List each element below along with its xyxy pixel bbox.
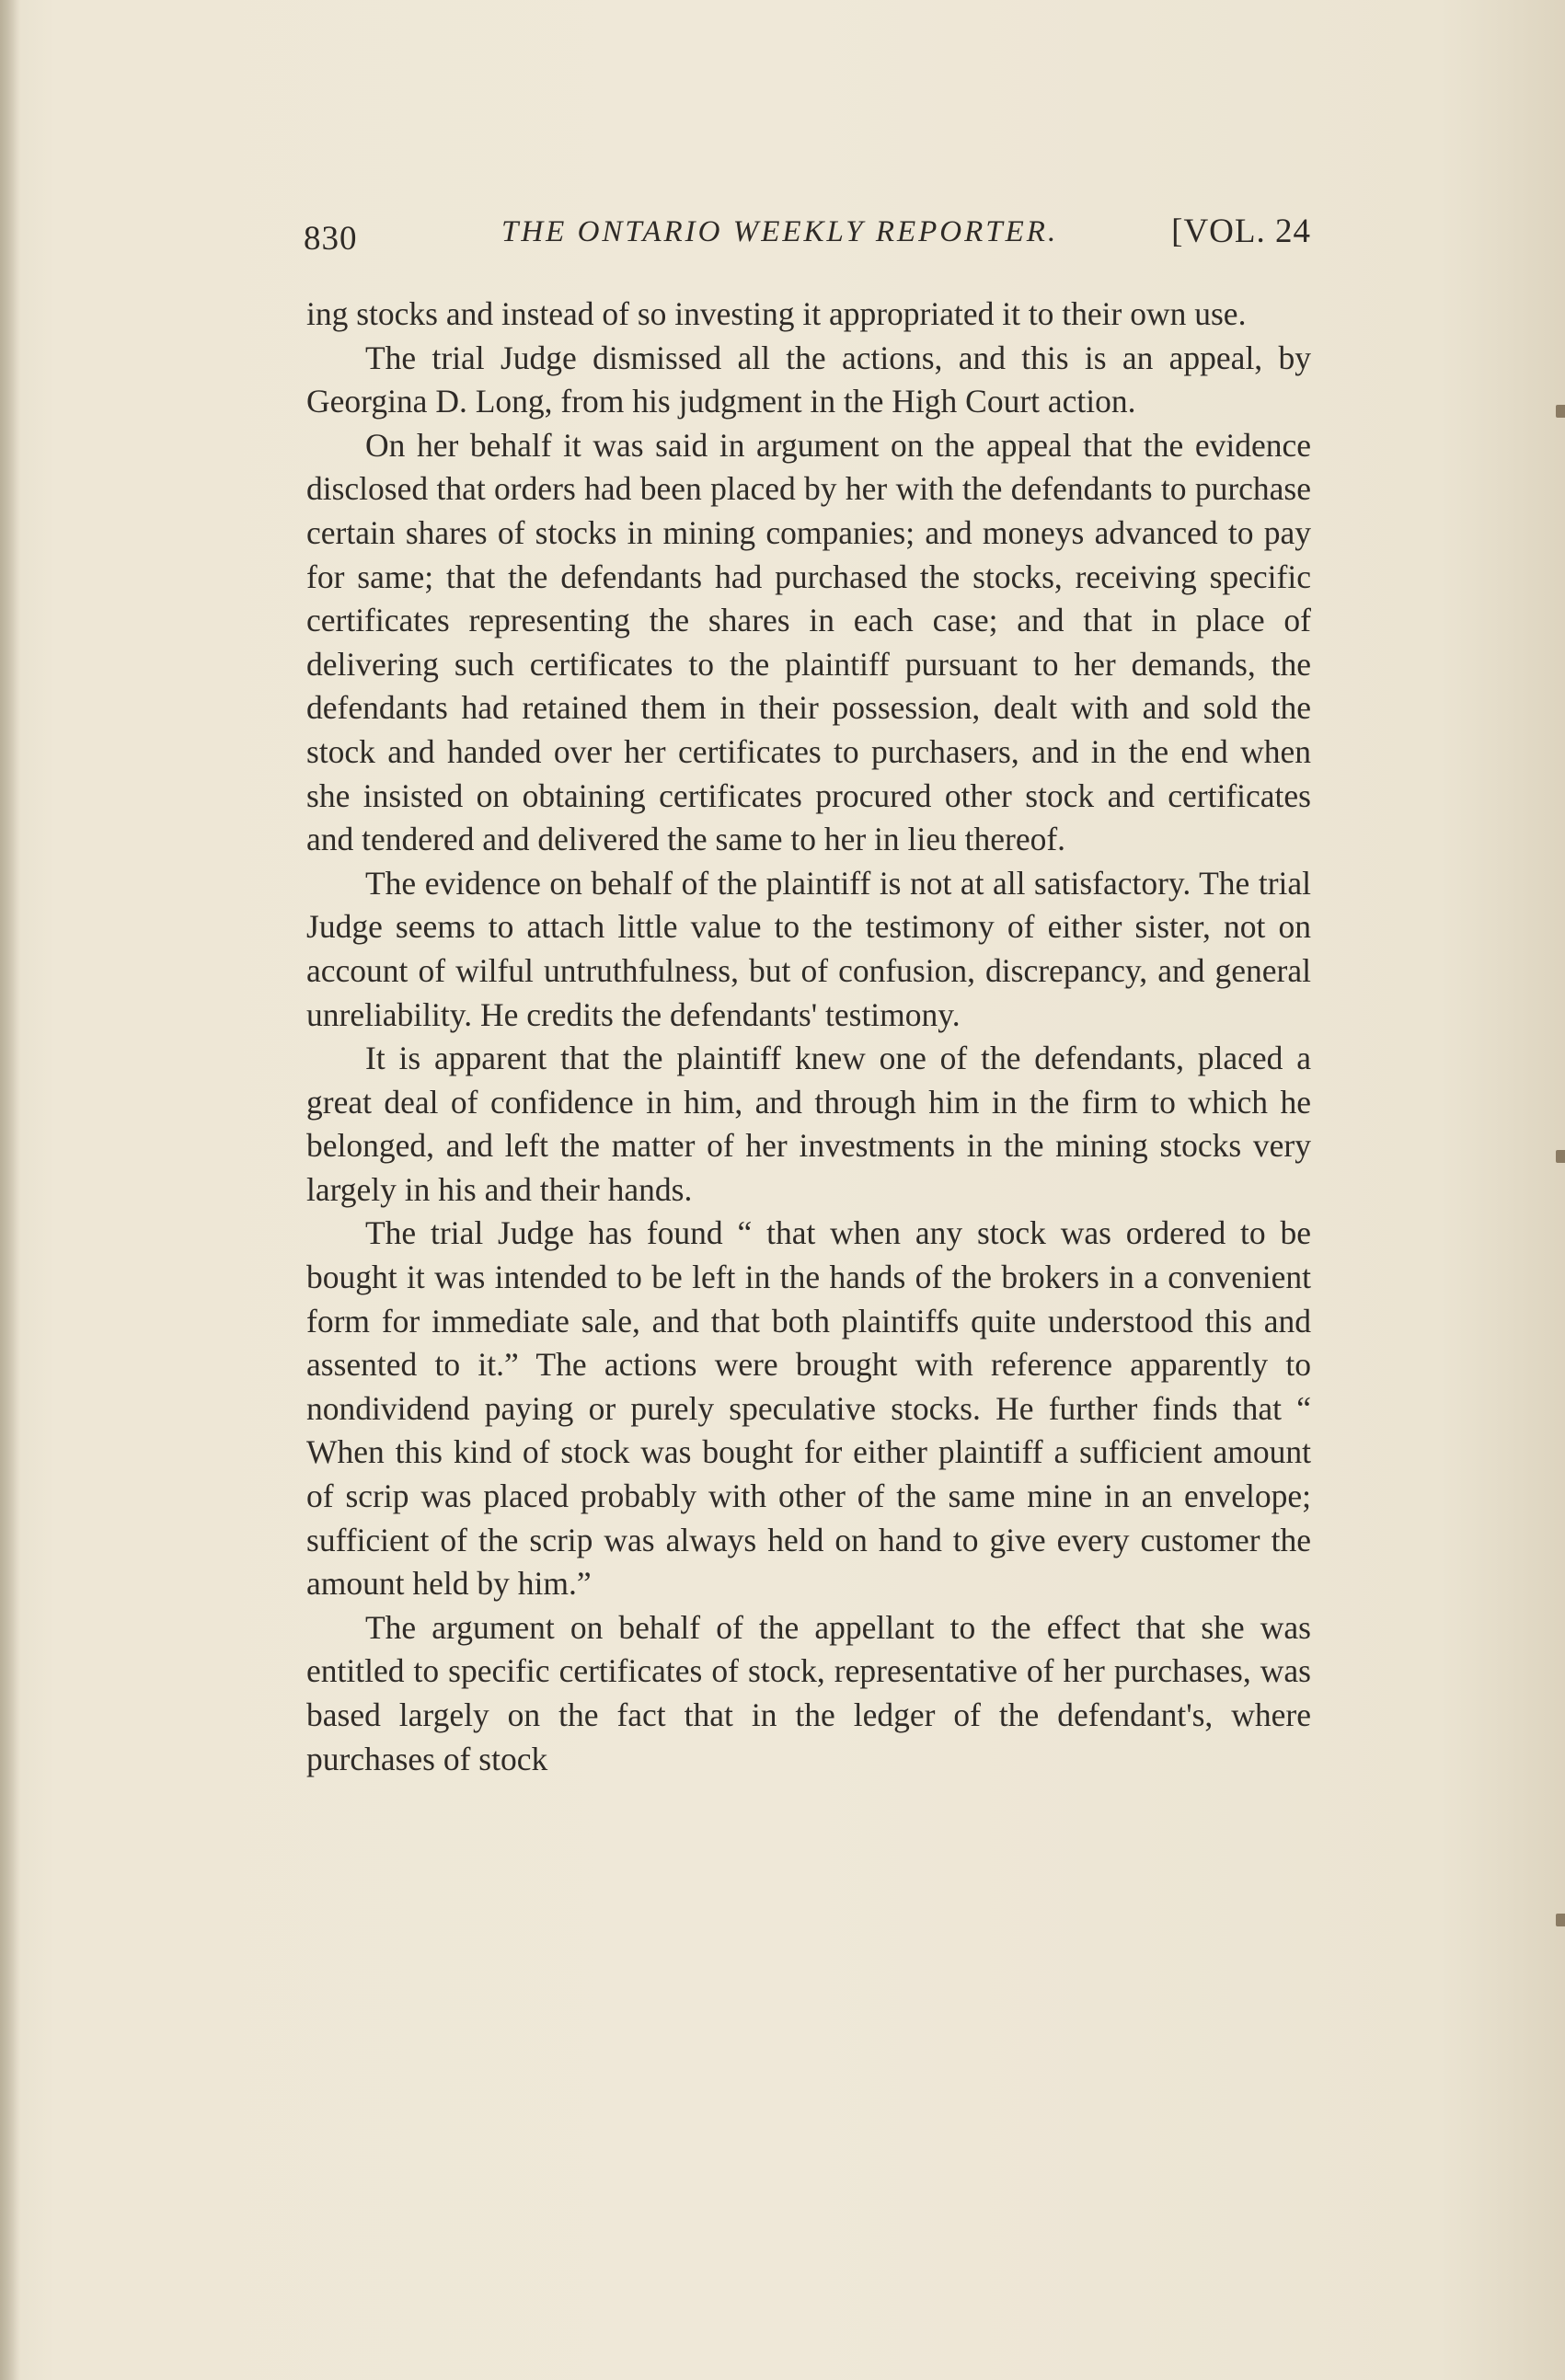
body-text [306, 293, 1311, 1781]
paragraph: The trial Judge dismissed all the actions, and this is an appeal, by Georgina D. Long, from his judgment in the High Court action. [306, 339, 1311, 420]
paragraph: The argument on behalf of the appellant to the effect that she was entitled to specific certificates of stock, representative of her purchases, was based largely on the fact that in the ledger of the defendant's, where purchases of stock [306, 1608, 1311, 1777]
running-title: THE ONTARIO WEEKLY REPORTER. [501, 215, 1059, 248]
page-number: 830 [304, 220, 358, 258]
page-edge-tab [1556, 1150, 1565, 1163]
paragraph: The evidence on behalf of the plaintiff is not at all satisfactory. The trial Judge seems to attach little value to the testimony of either sister, not on account of wilful untruthfulness, but of confusion, discrepancy, and general unreliability. He credits the defendants' testimony. [306, 864, 1311, 1033]
paragraph: The trial Judge has found “ that when any stock was ordered to be bought it was intended to be left in the hands of the brokers in a convenient form for immediate sale, and that both plaintiffs quite understood this and assented to it.” The actions were brought with reference apparently to nondividend paying or purely speculative stocks. He further finds that “ When this kind of stock was bought for either plaintiff a sufficient amount of scrip was placed probably with other of the same mine in an envelope; sufficient of the scrip was always held on hand to give every customer the amount held by him.” [306, 1214, 1311, 1603]
binding-shadow [0, 0, 20, 2380]
page-edge-tab [1556, 405, 1565, 418]
page-edge-tab [1556, 1914, 1565, 1926]
paragraph: It is apparent that the plaintiff knew one of the defendants, placed a great deal of confidence in him, and through him in the firm to which he belonged, and left the matter of her investments in the mining stocks very largely in his and their hands. [306, 1040, 1311, 1208]
paragraph: ing stocks and instead of so investing it appropriated it to their own use. [306, 295, 1247, 332]
volume-label: [VOL. 24 [1171, 213, 1311, 250]
page-header [304, 210, 1311, 265]
paragraph: On her behalf it was said in argument on the appeal that the evidence disclosed that orders had been placed by her with the defendants to purchase certain shares of stocks in mining companies; and moneys advanced to pay for same; that the defendants had purchased the stocks, receiving specific certificates representing the shares in each case; and that in place of delivering such certificates to the plaintiff pursuant to her demands, the defendants had retained them in their possession, dealt with and sold the stock and handed over her certificates to purchasers, and in the end when she insisted on obtaining certificates procured other stock and certificates and tendered and delivered the same to her in lieu thereof. [306, 426, 1311, 858]
